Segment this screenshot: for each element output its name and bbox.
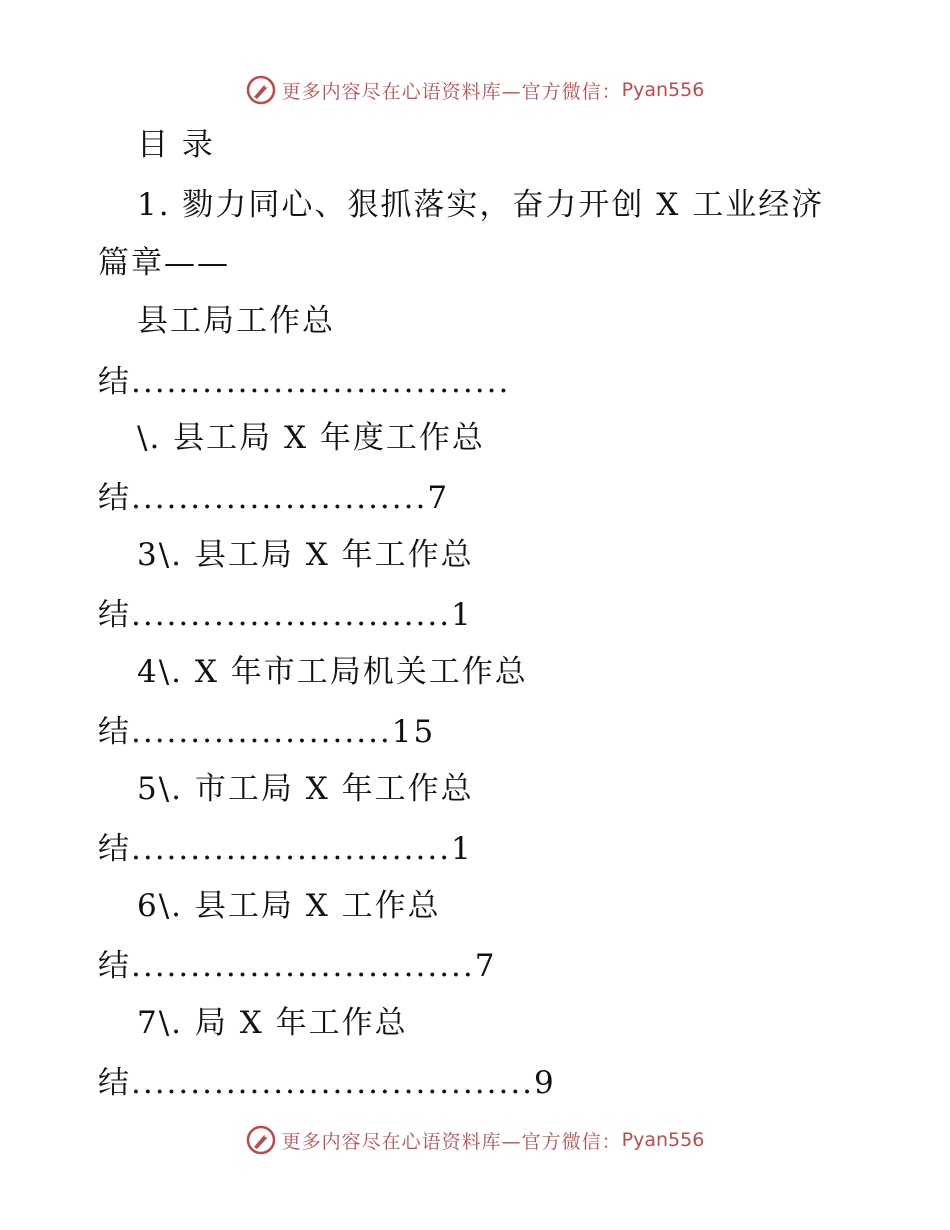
toc-line: 结.........................7 xyxy=(98,480,450,516)
toc-line: 7\. 局 X 年工作总 xyxy=(137,1005,408,1041)
pen-nib-logo-icon xyxy=(246,75,276,105)
toc-line: 5\. 市工局 X 年工作总 xyxy=(137,771,474,807)
toc-line: 结................................ xyxy=(98,364,511,400)
toc-line: \. 县工局 X 年度工作总 xyxy=(137,420,485,456)
toc-line: 结.............................7 xyxy=(98,948,497,984)
toc-title: 目 录 xyxy=(137,127,215,163)
header-banner xyxy=(0,70,950,110)
toc-line: 6\. 县工局 X 工作总 xyxy=(137,888,441,924)
toc-line: 篇章—— xyxy=(98,245,230,281)
footer-banner xyxy=(0,1120,950,1160)
pen-nib-logo-icon xyxy=(246,1125,276,1155)
toc-line: 1. 勠力同心、狠抓落实，奋力开创 X 工业经济 xyxy=(137,187,825,223)
toc-line: 4\. X 年市工局机关工作总 xyxy=(137,654,528,690)
toc-line: 3\. 县工局 X 年工作总 xyxy=(137,537,474,573)
toc-line: 县工局工作总 xyxy=(137,303,335,339)
toc-line: 结..................................9 xyxy=(98,1065,556,1101)
toc-line: 结...........................1 xyxy=(98,831,473,867)
banner-wechat-id: Pyan556 xyxy=(621,1129,705,1151)
toc-line: 结......................15 xyxy=(98,714,436,750)
banner-text: 更多内容尽在心语资料库—官方微信： xyxy=(281,1130,622,1153)
toc-line: 结...........................1 xyxy=(98,597,473,633)
banner-wechat-id: Pyan556 xyxy=(621,79,705,101)
banner-text: 更多内容尽在心语资料库—官方微信： xyxy=(281,80,622,103)
